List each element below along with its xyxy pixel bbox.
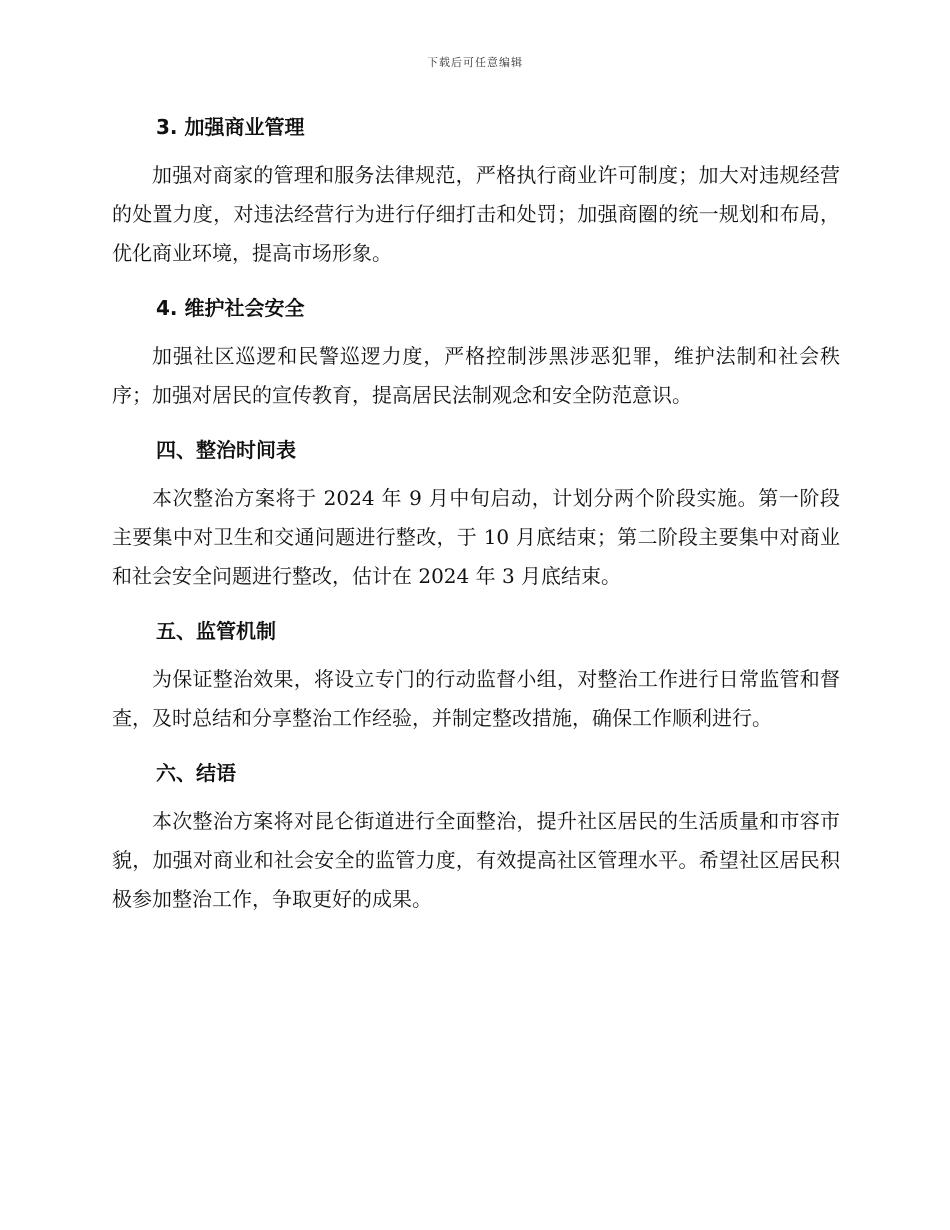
section-heading: 4. 维护社会安全 [156, 296, 305, 320]
section-paragraph: 本次整治方案将于 2024 年 9 月中旬启动，计划分两个阶段实施。第一阶段主要集中对卫生和交通问题进行整改，于 10 月底结束；第二阶段主要集中对商业和社会安全问题进行整改，估计在 2024 年 3 月底结束。 [112, 486, 840, 588]
section-paragraph: 本次整治方案将对昆仑街道进行全面整治，提升社区居民的生活质量和市容市貌，加强对商业和社会安全的监管力度，有效提高社区管理水平。希望社区居民积极参加整治工作，争取更好的成果。 [112, 809, 840, 911]
header-note: 下载后可任意编辑 [427, 56, 523, 69]
section-heading: 五、监管机制 [156, 619, 276, 643]
section-heading: 四、整治时间表 [156, 438, 296, 462]
section-conclusion [112, 758, 840, 919]
section-social-safety [112, 293, 840, 415]
section-heading: 六、结语 [156, 761, 236, 785]
section-paragraph: 加强对商家的管理和服务法律规范，严格执行商业许可制度；加大对违规经营的处置力度，对违法经营行为进行仔细打击和处罚；加强商圈的统一规划和布局，优化商业环境，提高市场形象。 [112, 163, 840, 265]
section-supervision [112, 616, 840, 738]
section-paragraph: 为保证整治效果，将设立专门的行动监督小组，对整治工作进行日常监管和督查，及时总结和分享整治工作经验，并制定整改措施，确保工作顺利进行。 [112, 667, 840, 730]
section-paragraph: 加强社区巡逻和民警巡逻力度，严格控制涉黑涉恶犯罪，维护法制和社会秩序；加强对居民的宣传教育，提高居民法制观念和安全防范意识。 [112, 344, 840, 407]
document-body [112, 112, 840, 939]
section-heading: 3. 加强商业管理 [156, 115, 305, 139]
section-schedule [112, 435, 840, 596]
section-commerce-management [112, 112, 840, 273]
